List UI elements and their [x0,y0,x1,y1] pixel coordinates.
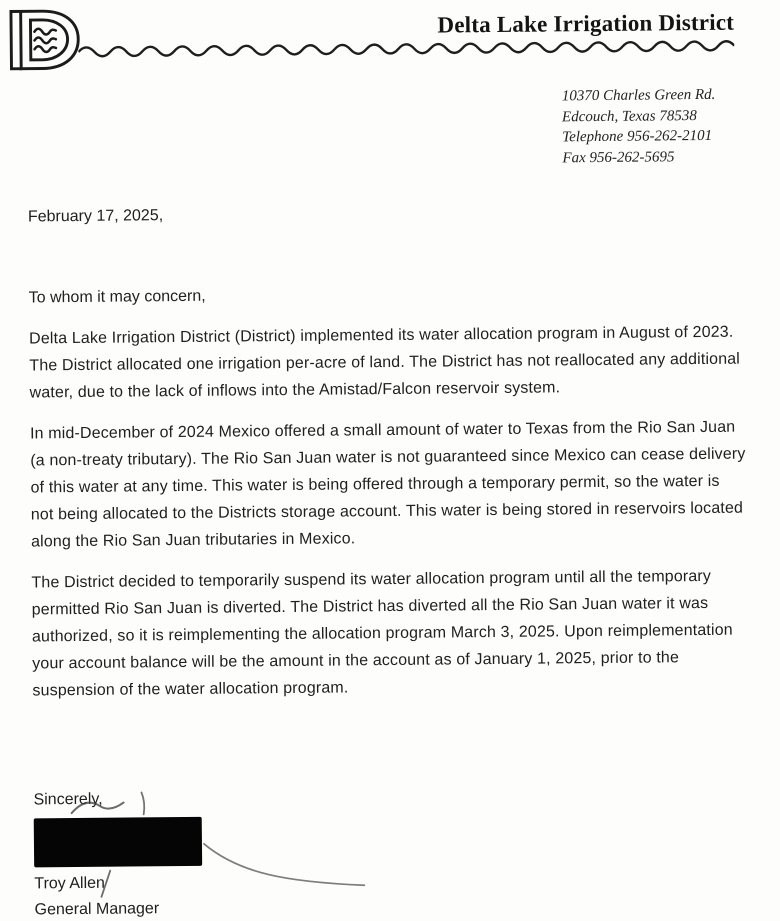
signature-redaction-box [34,817,202,868]
closing: Sincerely, [33,790,103,809]
letterhead-title: Delta Lake Irrigation District [437,9,735,38]
paragraph: Delta Lake Irrigation District (District) implemented its water allocation program in August of 2023. The District allocated one irrigation per-acre of land. The District has not reallocated any additional water, due to the lack of inflows into the Amistad/Falcon reservoir system. [29,323,741,402]
salutation: To whom it may concern, [28,287,206,307]
address-line: 10370 Charles Green Rd. [561,86,716,105]
letter-date: February 17, 2025, [27,207,164,226]
paragraph: In mid-December of 2024 Mexico offered a small amount of water to Texas from the Rio San Juan (a non-treaty tributary). The Rio San Juan water is not guaranteed since Mexico can cease delivery of this water at any time. This water is being offered through a temporary permit, so the water is not being allocated to the Districts storage account. This water is being stored in reservoirs located along the Rio San Juan tributaries in Mexico. [29,418,746,551]
wave-rule [78,37,734,61]
paragraph: The District decided to temporarily suspend its water allocation program until all the temporary permitted Rio San Juan is diverted. The District has diverted all the Rio San Juan water it was authorized, so it is reimplementing the allocation program March 3, 2025. Upon reimplementation your account balance will be the amount in the account as of January 1, 2025, prior to the suspension of the water allocation program. [31,567,733,700]
letter-body [29,319,749,719]
signer-name: Troy Allen [34,874,105,893]
signer-title: General Manager [34,900,160,919]
district-logo-icon [4,7,85,76]
letterhead-address-block [562,85,716,168]
address-line: Fax 956-262-5695 [562,148,675,166]
address-line: Edcouch, Texas 78538 [561,107,697,125]
address-line: Telephone 956-262-2101 [562,127,713,146]
